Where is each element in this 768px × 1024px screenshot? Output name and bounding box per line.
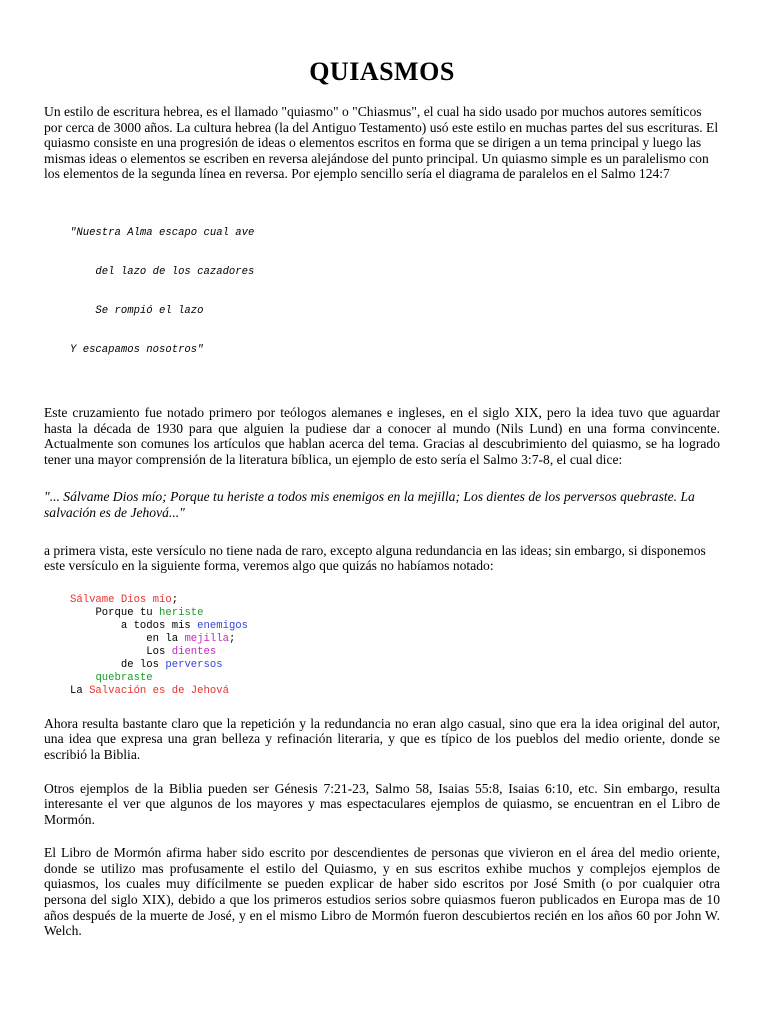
chiasm-indent <box>70 633 146 645</box>
poem-line: Y escapamos nosotros" <box>70 343 204 356</box>
chiasm-word: enemigos <box>197 619 249 632</box>
chiasm-word: quebraste <box>95 671 153 684</box>
chiasm-word: Sálvame Dios mío <box>70 593 172 606</box>
document-title: QUIASMOS <box>309 57 455 86</box>
paragraph-other-examples: Otros ejemplos de la Biblia pueden ser Génesis 7:21-23, Salmo 58, Isaias 55:8, Isaias 6:10, etc. Sin embargo, resulta interesante el ver que algunos de los mayores y mas espectaculares ejemplos de quiasmo, se encuentran en el Libro de Mormón. <box>44 780 720 827</box>
paragraph-conclusion: Ahora resulta bastante claro que la repetición y la redundancia no eran algo casual, sino que era la idea original del autor, una idea que expresa una gran belleza y refinación literaria, y que es típico de los pueblos del medio oriente, donde se escribió la Biblia. <box>44 715 720 762</box>
chiasm-word: heriste <box>159 606 204 619</box>
paragraph-history: Este cruzamiento fue notado primero por teólogos alemanes e ingleses, en el siglo XIX, pero la idea tuvo que aguardar hasta la década de 1930 para que alguien la pudiese dar a conocer al mundo (Nils Lund) en una forma convincente. Actualmente son comunes los artículos que hablan acerca del tema. Gracias al descubrimiento del quiasmo, se ha logrado tener una mayor comprensión de la literatura bíblica, un ejemplo de esto sería el Salmo 3:7-8, el cual dice: <box>44 404 720 467</box>
chiasm-text: Porque tu <box>95 606 160 619</box>
chiasm-indent <box>70 620 121 632</box>
chiasm-line <box>70 672 720 685</box>
chiasm-word: Salvación es de Jehová <box>89 684 229 697</box>
paragraph-book-of-mormon: El Libro de Mormón afirma haber sido escrito por descendientes de personas que vivieron en el área del medio oriente, donde se utilizo mas profusamente el estilo del Quiasmo, y en sus escritos exhibe muchos y complejos ejemplos de quiasmos, los cuales muy difícilmente se pueden explicar de haber sido escritos por José Smith (o por cualquier otra persona del siglo XIX), debido a que los primeros estudios serios sobre quiasmos fueron publicados en Europa mas de 10 años después de la muerte de José, y en el mismo Libro de Mormón fueron descubiertos recién en los años 60 por John W. Welch. <box>44 845 720 939</box>
chiasm-text: ; <box>171 593 179 606</box>
chiasm-indent <box>70 672 95 684</box>
poem-line: "Nuestra Alma escapo cual ave <box>70 226 255 239</box>
chiasm-word: mejilla <box>184 632 229 645</box>
chiasm-text: Los <box>146 645 172 658</box>
chiasm-line <box>70 594 720 607</box>
poem-line: Se rompió el lazo <box>70 304 204 317</box>
chiasm-line <box>70 646 720 659</box>
chiasm-text: ; <box>228 632 236 645</box>
chiasm-line <box>70 620 720 633</box>
chiasm-indent <box>70 607 95 619</box>
chiasm-text: en la <box>146 632 185 645</box>
document-page <box>44 56 720 939</box>
chiasm-text: La <box>70 684 90 697</box>
chiasm-indent <box>70 659 121 671</box>
chiasm-line <box>70 633 720 646</box>
chiasm-word: dientes <box>171 645 217 658</box>
paragraph-intro: Un estilo de escritura hebrea, es el llamado "quiasmo" o "Chiasmus", el cual ha sido usado por muchos autores semíticos por cerca de 3000 años. La cultura hebrea (la del Antiguo Testamento) usó este estilo en muchas partes del sus escrituras. El quiasmo consiste en una progresión de ideas o elementos escritos en forma que se dirigen a un tema principal y luego las mismas ideas o elementos se escriben en reversa alejándose del punto principal. Un quiasmo simple es un paralelismo con los elementos de la segunda línea en reversa. Por ejemplo sencillo sería el diagrama de paralelos en el Salmo 124:7 <box>44 104 719 182</box>
paragraph-first-view: a primera vista, este versículo no tiene nada de raro, excepto alguna redundancia en las ideas; sin embargo, si disponemos este versículo en la siguiente forma, veremos algo que quizás no habíamos notado: <box>44 542 706 574</box>
chiasm-line <box>70 685 720 698</box>
poem-line: del lazo de los cazadores <box>70 265 255 278</box>
chiasm-text: de los <box>120 658 166 671</box>
chiasm-text: a todos mis <box>120 619 198 632</box>
chiasm-word: perversos <box>165 658 223 671</box>
psalm-3-quote: "... Sálvame Dios mío; Porque tu heriste a todos mis enemigos en la mejilla; Los dientes de los perversos quebraste. La salvación es de Jehová..." <box>44 489 695 520</box>
chiasm-line <box>70 659 720 672</box>
chiasm-diagram <box>44 594 720 698</box>
chiasm-line <box>70 607 720 620</box>
psalm-124-poem <box>44 201 720 383</box>
chiasm-indent <box>70 646 146 658</box>
